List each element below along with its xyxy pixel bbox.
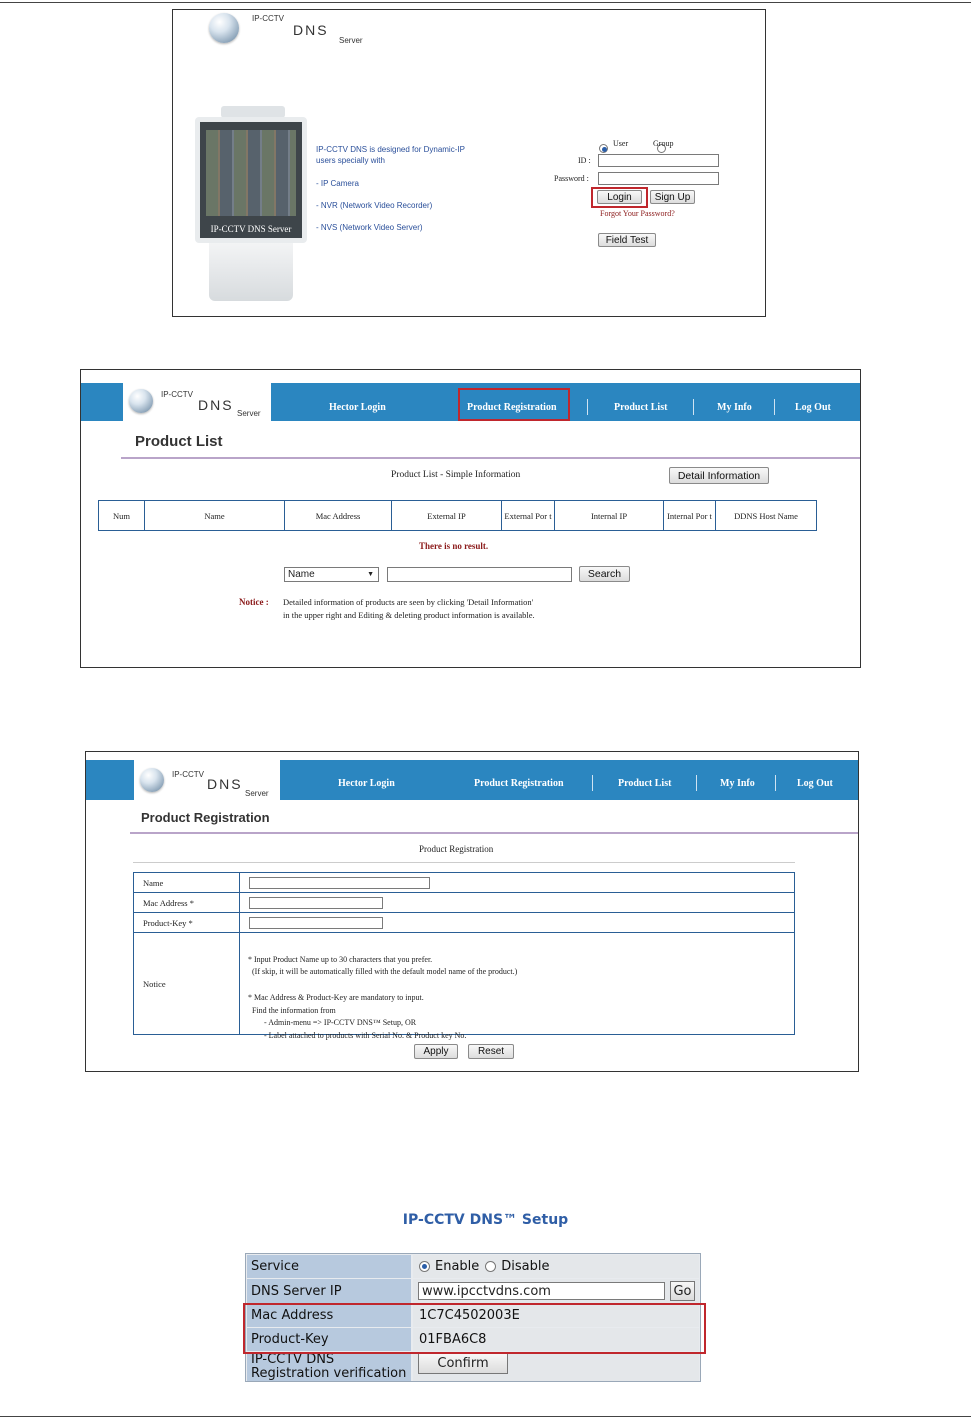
id-label: ID :: [578, 156, 591, 165]
dns-ip-label: DNS Server IP: [247, 1279, 411, 1303]
nav-separator: [696, 775, 697, 791]
col-mac: Mac Address: [285, 501, 392, 530]
dns-ip-input[interactable]: www.ipcctvdns.com: [418, 1282, 665, 1300]
intro-line-2: users specially with: [316, 156, 385, 165]
subtitle-rule: [133, 862, 795, 863]
notice-line: * Input Product Name up to 30 characters that you prefer.: [248, 954, 433, 964]
row-divider: [134, 892, 794, 893]
logo-dns: DNS: [198, 397, 234, 413]
nav-product-registration[interactable]: Product Registration: [467, 401, 557, 413]
radio-user-label: User: [613, 139, 629, 148]
notice-line: - Label attached to products with Serial No. & Product key No.: [248, 1030, 467, 1040]
mac-label: Mac Address *: [143, 898, 194, 908]
intro-line-1: IP-CCTV DNS is designed for Dynamic-IP: [316, 145, 465, 154]
nav-logo-area: [134, 758, 280, 803]
logo-server: Server: [237, 409, 261, 418]
disable-radio[interactable]: [485, 1261, 496, 1272]
name-input[interactable]: [249, 877, 430, 889]
globe-logo-icon: [140, 768, 164, 792]
product-table-header: [98, 500, 817, 531]
password-input[interactable]: [598, 172, 719, 185]
kiosk-image: [195, 117, 307, 243]
notice-label: Notice :: [239, 597, 269, 607]
field-test-button[interactable]: Field Test: [598, 233, 656, 247]
nav-hector-login[interactable]: Hector Login: [338, 777, 395, 789]
search-field-select[interactable]: [284, 567, 379, 582]
notice-line-1: Detailed information of products are seen by clicking 'Detail Information': [283, 597, 534, 607]
list-subtitle: Product List - Simple Information: [391, 470, 521, 480]
detail-information-button[interactable]: Detail Information: [669, 467, 769, 484]
enable-label: Enable: [435, 1259, 480, 1274]
nav-separator: [775, 775, 776, 791]
mac-input[interactable]: [249, 897, 383, 909]
intro-item-2: - NVR (Network Video Recorder): [316, 201, 433, 210]
apply-button[interactable]: Apply: [414, 1044, 458, 1059]
logo-server: Server: [339, 36, 363, 45]
col-external-ip: External IP: [392, 501, 502, 530]
intro-item-3: - NVS (Network Video Server): [316, 223, 423, 232]
logo-ipcctv: IP-CCTV: [161, 390, 193, 399]
registration-subtitle: Product Registration: [419, 844, 494, 854]
search-input[interactable]: [387, 567, 572, 582]
nav-logo-area: [123, 377, 271, 425]
login-highlight: [591, 187, 648, 208]
key-label: Product-Key *: [143, 918, 193, 928]
notice-line: * Mac Address & Product-Key are mandatory to input.: [248, 992, 424, 1002]
notice-line: (If skip, it will be automatically filled with the default model name of the product.): [248, 967, 518, 977]
radio-user[interactable]: [599, 144, 608, 153]
nav-separator: [693, 399, 694, 415]
search-button[interactable]: Search: [579, 566, 630, 582]
notice-line: - Admin-menu => IP-CCTV DNS™ Setup, OR: [248, 1018, 417, 1028]
registration-form: [133, 872, 795, 1040]
logo-dns: DNS: [293, 22, 329, 38]
nav-product-registration[interactable]: Product Registration: [474, 777, 564, 789]
col-name: Name: [145, 501, 285, 530]
nav-separator: [587, 399, 588, 415]
reset-button[interactable]: Reset: [468, 1044, 514, 1059]
col-internal-ip: Internal IP: [555, 501, 664, 530]
notice-line: Find the information from: [248, 1005, 336, 1015]
login-button[interactable]: Login: [597, 190, 642, 204]
col-num: Num: [99, 501, 145, 530]
row-divider: [134, 912, 794, 913]
nav-my-info[interactable]: My Info: [717, 401, 752, 413]
globe-logo-icon: [209, 13, 239, 43]
col-internal-port: Internal Por t: [664, 501, 716, 530]
search-select-value: Name: [288, 569, 315, 580]
password-label: Password :: [554, 174, 589, 183]
logo-server: Server: [245, 789, 269, 798]
signup-button[interactable]: Sign Up: [650, 190, 695, 204]
mac-value: 1C7C4502003E: [413, 1304, 699, 1327]
page-title: Product Registration: [141, 810, 270, 825]
service-value: [413, 1255, 699, 1278]
forgot-password-link[interactable]: Forgot Your Password?: [600, 209, 675, 218]
login-panel: [172, 9, 766, 317]
col-ddns-host: DDNS Host Name: [734, 510, 798, 521]
go-button[interactable]: Go: [670, 1281, 695, 1301]
column-divider: [239, 873, 240, 1034]
row-divider: [134, 932, 794, 933]
chevron-down-icon: ▼: [367, 571, 374, 578]
page-title: Product List: [135, 433, 223, 450]
nav-separator: [592, 775, 593, 791]
dns-ip-row: [246, 1279, 700, 1303]
disable-label: Disable: [501, 1259, 550, 1274]
kiosk-label: IP-CCTV DNS Server: [210, 224, 292, 234]
name-label: Name: [143, 878, 164, 888]
confirm-button[interactable]: Confirm: [418, 1353, 508, 1374]
key-label: Product-Key: [247, 1328, 411, 1351]
globe-logo-icon: [129, 389, 153, 413]
verify-label-line-2: Registration verification: [251, 1365, 407, 1381]
radio-group-label: Group: [653, 139, 674, 148]
key-input[interactable]: [249, 917, 383, 929]
nav-log-out[interactable]: Log Out: [797, 777, 833, 789]
notice-text: [248, 941, 517, 1055]
nav-log-out[interactable]: Log Out: [795, 401, 831, 413]
logo-ipcctv: IP-CCTV: [172, 770, 204, 779]
product-list-panel: [80, 369, 861, 668]
nav-hector-login[interactable]: Hector Login: [329, 401, 386, 413]
logo-dns: DNS: [207, 776, 243, 792]
mac-key-highlight: [243, 1303, 706, 1354]
id-input[interactable]: [598, 154, 719, 167]
title-underline: [121, 457, 860, 459]
verify-row: [246, 1352, 700, 1381]
no-result-text: There is no result.: [419, 541, 489, 551]
notice-line-2: in the upper right and Editing & deleting product information is available.: [283, 610, 535, 620]
setup-title: IP-CCTV DNS™ Setup: [402, 1212, 569, 1228]
product-registration-highlight: [458, 388, 570, 421]
nav-product-list[interactable]: Product List: [614, 401, 668, 413]
col-external-port: External Por t: [502, 501, 555, 530]
top-rule: [0, 2, 971, 3]
verify-label: [247, 1352, 411, 1381]
nav-my-info[interactable]: My Info: [720, 777, 755, 789]
key-value: 01FBA6C8: [413, 1328, 699, 1351]
logo-ipcctv: IP-CCTV: [252, 14, 284, 23]
title-underline: [130, 832, 858, 834]
enable-radio[interactable]: [419, 1261, 430, 1272]
service-row: [246, 1255, 700, 1278]
nav-product-list[interactable]: Product List: [618, 777, 672, 789]
notice-label: Notice: [143, 979, 166, 989]
kiosk-stand: [209, 243, 293, 301]
verify-label-line-1: IP-CCTV DNS: [251, 1351, 335, 1367]
intro-item-1: - IP Camera: [316, 179, 359, 188]
service-label: Service: [247, 1255, 411, 1278]
nav-separator: [774, 399, 775, 415]
mac-label: Mac Address: [247, 1304, 411, 1327]
product-registration-panel: [85, 751, 859, 1072]
bottom-rule: [0, 1416, 971, 1417]
